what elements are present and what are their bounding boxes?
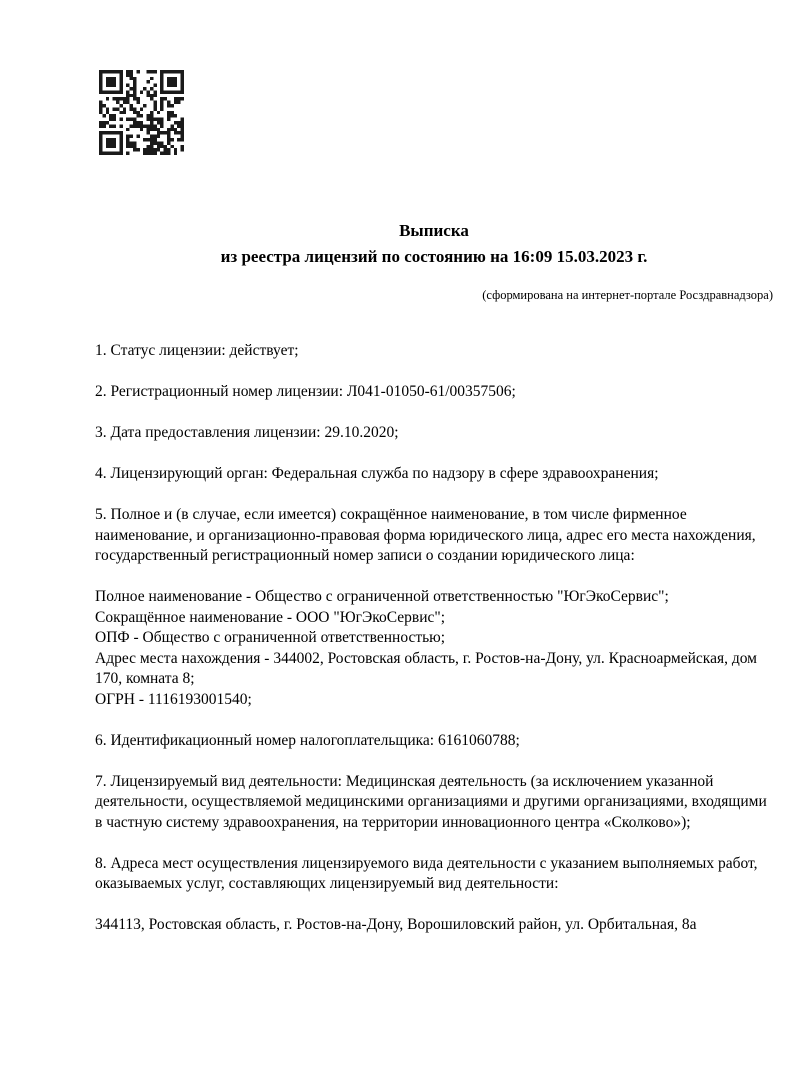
generated-note: (сформирована на интернет-портале Росздравнадзора): [482, 288, 773, 302]
paragraph-licensing-authority: 4. Лицензирующий орган: Федеральная служба по надзору в сфере здравоохранения;: [95, 465, 659, 482]
document-body: [95, 341, 773, 936]
entity-details-block: [95, 587, 773, 710]
detail-line-opf: ОПФ - Общество с ограниченной ответственностью;: [95, 629, 446, 646]
paragraph-licensed-activity: 7. Лицензируемый вид деятельности: Медицинская деятельность (за исключением указанной деятельности, осуществляемой медицинскими организациями и другими организациями, входящими в частную систему здравоохранения, на территории инновационного центра «Сколково»);: [95, 772, 767, 831]
paragraph-inn: 6. Идентификационный номер налогоплательщика: 6161060788;: [95, 731, 520, 749]
detail-line-full-name: Полное наименование - Общество с ограниченной ответственностью "ЮгЭкоСервис";: [95, 588, 669, 605]
document-title: [95, 218, 773, 270]
document-title-line1: Выписка: [399, 221, 469, 240]
paragraph-activity-addresses-heading: 8. Адреса мест осуществления лицензируемого вида деятельности с указанием выполняемых работ, оказываемых услуг, составляющих лицензируемый вид деятельности:: [95, 854, 758, 892]
qr-code: [99, 70, 184, 155]
detail-line-ogrn: ОГРН - 1116193001540;: [95, 690, 252, 708]
paragraph-registration-number: 2. Регистрационный номер лицензии: Л041-01050-61/00357506;: [95, 383, 516, 400]
paragraph-license-status: 1. Статус лицензии: действует;: [95, 342, 299, 359]
document-title-line2: из реестра лицензий по состоянию на 16:09 15.03.2023 г.: [220, 247, 648, 266]
detail-line-short-name: Сокращённое наименование - ООО "ЮгЭкоСервис";: [95, 608, 446, 626]
detail-line-address: Адрес места нахождения - 344002, Ростовская область, г. Ростов-на-Дону, ул. Красноармейская, дом 170, комната 8;: [95, 649, 757, 687]
paragraph-entity-heading: 5. Полное и (в случае, если имеется) сокращённое наименование, в том числе фирменное наименование, и организационно-правовая форма юридического лица, адрес его места нахождения, государственный регистрационный номер записи о создании юридического лица:: [95, 506, 756, 564]
paragraph-activity-address: 344113, Ростовская область, г. Ростов-на-Дону, Ворошиловский район, ул. Орбитальная, 8а: [95, 916, 697, 933]
paragraph-grant-date: 3. Дата предоставления лицензии: 29.10.2020;: [95, 424, 399, 441]
